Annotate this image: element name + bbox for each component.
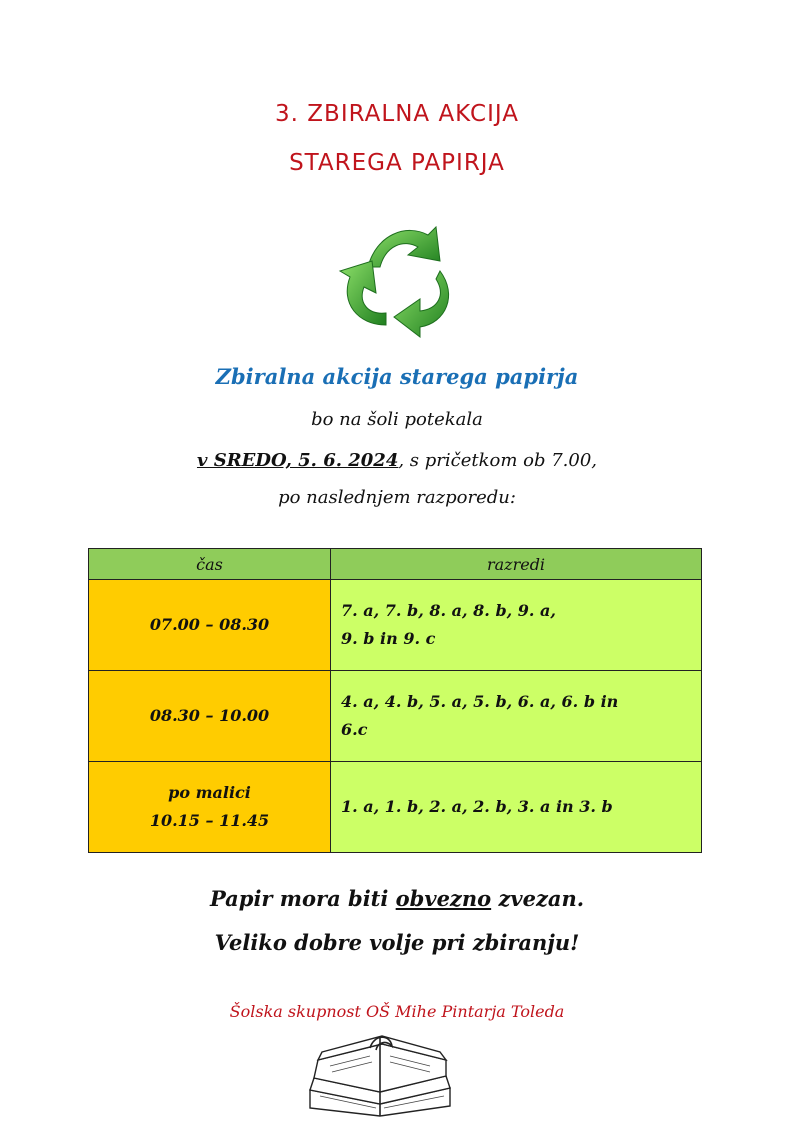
table-row [89, 580, 702, 671]
table-header-row [89, 549, 702, 580]
header-classes: razredi [331, 549, 702, 580]
footer-line-1-post: zvezan. [491, 886, 585, 911]
time-text: po malici [168, 783, 251, 802]
table-row [89, 671, 702, 762]
schedule-table [88, 548, 702, 853]
time-text: 07.00 – 08.30 [149, 615, 270, 634]
paper-stack-icon [300, 1030, 460, 1118]
footer-line-1 [0, 886, 794, 911]
title-line-2: STAREGA PAPIRJA [289, 150, 505, 176]
classes-text-cont: 9. b in 9. c [341, 629, 436, 648]
footer-emphasis: obvezno [395, 886, 492, 911]
intro-line-2-rest: , s pričetkom ob 7.00, [398, 450, 598, 471]
classes-cell [331, 671, 702, 762]
footer-line-1-pre: Papir mora biti [209, 886, 396, 911]
title-line-1: 3. ZBIRALNA AKCIJA [275, 101, 519, 127]
signature: Šolska skupnost OŠ Mihe Pintarja Toleda [229, 1002, 565, 1021]
time-cell [89, 580, 331, 671]
date-emphasis: v SREDO, 5. 6. 2024 [196, 450, 399, 471]
classes-text-cont: 6.c [341, 720, 368, 739]
intro-line-1: bo na šoli potekala [311, 409, 483, 430]
header-time: čas [89, 549, 331, 580]
table-row [89, 762, 702, 853]
subtitle: Zbiralna akcija starega papirja [215, 364, 579, 389]
classes-text: 4. a, 4. b, 5. a, 5. b, 6. a, 6. b in [341, 692, 619, 711]
classes-text: 1. a, 1. b, 2. a, 2. b, 3. a in 3. b [341, 797, 613, 816]
intro-line-2 [0, 450, 794, 471]
classes-cell [331, 762, 702, 853]
intro-line-3: po naslednjem razporedu: [278, 487, 516, 508]
time-cell [89, 762, 331, 853]
footer-line-2: Veliko dobre volje pri zbiranju! [214, 930, 580, 955]
classes-text: 7. a, 7. b, 8. a, 8. b, 9. a, [341, 601, 556, 620]
recycle-icon [328, 205, 468, 345]
classes-cell [331, 580, 702, 671]
time-text-cont: 10.15 – 11.45 [149, 811, 270, 830]
time-text: 08.30 – 10.00 [149, 706, 270, 725]
time-cell [89, 671, 331, 762]
